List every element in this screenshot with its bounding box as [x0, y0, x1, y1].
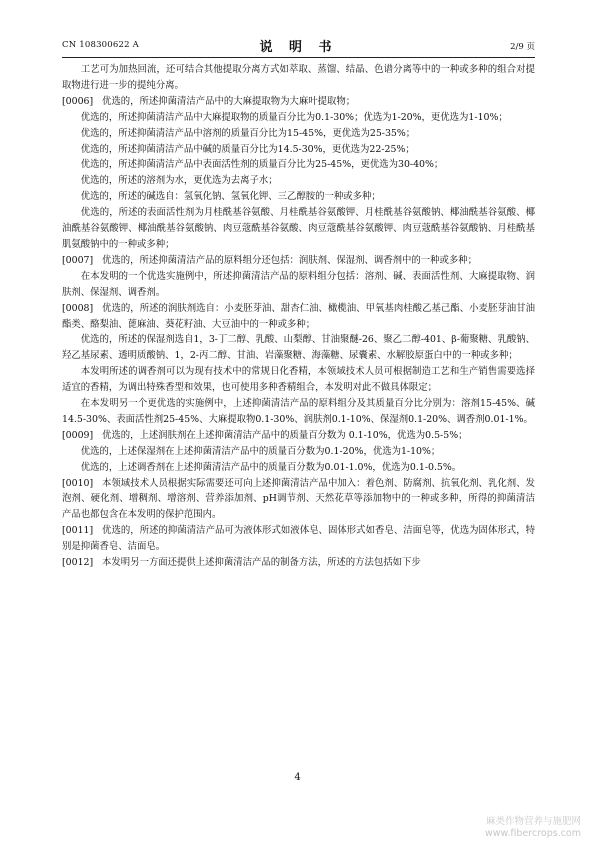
paragraph-text: 优选的，所述的表面活性剂为月桂酰基谷氨酸、月桂酰基谷氨酸钾、月桂酰基谷氨酸钠、椰油酰基谷氨酸、椰油酰基谷氨酸钾、椰油酰基谷氨酸钠、肉豆蔻酰基谷氨酸、肉豆蔻酰基谷氨酸钾、肉豆蔻酰基谷氨酸钠、月桂酰基肌氨酸钠中的一种或多种； [62, 207, 535, 250]
doc-title: 说 明 书 [259, 40, 338, 55]
paragraph-number: [0006] [62, 95, 94, 107]
paragraph [62, 428, 535, 444]
paragraph-text: 优选的，所述的溶剂为水，更优选为去离子水； [80, 175, 278, 187]
paragraph-text: 优选的，所述抑菌清洁产品的原料组分还包括：润肤剂、保湿剂、调香剂中的一种或多种； [102, 254, 478, 266]
paragraph-number: [0008] [62, 302, 94, 314]
paragraph [62, 301, 535, 333]
paragraph [62, 142, 535, 158]
paragraph [62, 523, 535, 555]
paragraph [62, 364, 535, 396]
paragraph-text: 本领域技术人员根据实际需要还可向上述抑菌清洁产品中加入：着色剂、防腐剂、抗氧化剂、乳化剂、发泡剂、硬化剂、增稠剂、增溶剂、营养添加剂、pH调节剂、天然花草等添加物中的一种或多种，所得的抑菌清洁产品也都包含在本发明的保护范围内。 [62, 477, 535, 521]
document-body [62, 62, 535, 571]
paragraph-text: 本发明所述的调香剂可以为现有技术中的常规日化香精，本领域技术人员可根据制造工艺和生产销售需要选择适宜的香精，为调出特殊香型和效果，也可使用多种香精组合，本发明对此不做具体限定； [62, 366, 535, 394]
paragraph-text: 本发明另一方面还提供上述抑菌清洁产品的制备方法，所述的方法包括如下步 [102, 557, 421, 569]
paragraph [62, 173, 535, 189]
paragraph [62, 269, 535, 301]
paragraph [62, 157, 535, 173]
paragraph-text: 优选的，所述的保湿剂选自1，3-丁二醇、乳酸、山梨醇、甘油聚醚-26、聚乙二醇-401、β-葡聚糖、乳酸钠、羟乙基尿素、透明质酸钠、1，2-丙二醇、甘油、岩藻聚糖、海藻糖、尿囊素、水解胶原蛋白中的一种或多种； [62, 334, 535, 362]
paragraph [62, 253, 535, 269]
paragraph [62, 126, 535, 142]
paragraph-number: [0010] [62, 477, 94, 489]
doc-number: CN 108300622 A [62, 40, 139, 50]
paragraph [62, 460, 535, 476]
paragraph-number: [0011] [62, 525, 94, 537]
paragraph-text: 优选的，上述调香剂在上述抑菌清洁产品中的质量百分数为0.01-1.0%，优选为0.1-0.5%。 [80, 461, 462, 473]
paragraph-number: [0009] [62, 429, 94, 441]
paragraph-number: [0007] [62, 254, 94, 266]
page-header [62, 36, 535, 54]
paragraph-text: 在本发明的一个优选实施例中，所述抑菌清洁产品的原料组分包括：溶剂、碱、表面活性剂、大麻提取物、润肤剂、保湿剂、调香剂。 [62, 270, 535, 298]
paragraph-text: 优选的，所述抑菌清洁产品中大麻提取物的质量百分比为0.1-30%；优选为1-20%，更优选为1-10%； [80, 111, 508, 123]
watermark-site-name: 麻类作物营养与施肥网 [485, 816, 581, 827]
header-rule [62, 57, 535, 58]
paragraph [62, 94, 535, 110]
watermark [485, 816, 581, 840]
paragraph-text: 优选的，所述抑菌清洁产品中碱的质量百分比为14.5-30%，更优选为22-25%； [80, 143, 415, 155]
paragraph-text: 优选的，所述抑菌清洁产品中的大麻提取物为大麻叶提取物； [102, 95, 356, 107]
paragraph [62, 444, 535, 460]
paragraph-text: 优选的，上述保湿剂在上述抑菌清洁产品中的质量百分数为0.1-20%，优选为1-10%； [80, 445, 441, 457]
paragraph-text: 优选的，上述润肤剂在上述抑菌清洁产品中的质量百分数为 0.1-10%，优选为0.5-5%； [102, 429, 468, 441]
paragraph-text: 优选的，所述的润肤剂选自：小麦胚芽油、甜杏仁油、橄榄油、甲氧基肉桂酸乙基己酯、小麦胚芽油甘油酯类、酪梨油、蓖麻油、葵花籽油、大豆油中的一种或多种； [62, 302, 535, 330]
paragraph-text: 优选的，所述的抑菌清洁产品可为液体形式如液体皂、固体形式如香皂、洁面皂等，优选为固体形式，特别是抑菌香皂、洁面皂。 [62, 525, 535, 553]
paragraph-text: 优选的，所述抑菌清洁产品中溶剂的质量百分比为15-45%，更优选为25-35%； [80, 127, 416, 139]
paragraph-text: 在本发明另一个更优选的实施例中，上述抑菌清洁产品的原料组分及其质量百分比分别为：溶剂15-45%、碱14.5-30%、表面活性剂25-45%、大麻提取物0.1-30%、润肤剂0.1-10%、保湿剂0.1-20%、调香剂0.01-1%。 [62, 398, 535, 425]
paragraph [62, 555, 535, 571]
page-indicator: 2/9 页 [510, 42, 535, 52]
paragraph [62, 332, 535, 364]
watermark-url: www.fibercrops.com [484, 828, 581, 839]
paragraph-text: 优选的，所述的碱选自：氢氧化钠、氢氧化钾、三乙醇胺的一种或多种； [80, 191, 381, 203]
paragraph-text: 工艺可为加热回流，还可结合其他提取分离方式如萃取、蒸馏、结晶、色谱分离等中的一种或多种的组合对提取物进行进一步的提纯分离。 [62, 64, 535, 91]
paragraph [62, 189, 535, 205]
page-number: 4 [294, 772, 301, 783]
paragraph [62, 396, 535, 428]
paragraph [62, 110, 535, 126]
paragraph-text: 优选的，所述抑菌清洁产品中表面活性剂的质量百分比为25-45%，更优选为30-40%； [80, 159, 444, 171]
paragraph-number: [0012] [62, 557, 94, 569]
paragraph [62, 205, 535, 253]
paragraph [62, 62, 535, 94]
paragraph [62, 476, 535, 524]
